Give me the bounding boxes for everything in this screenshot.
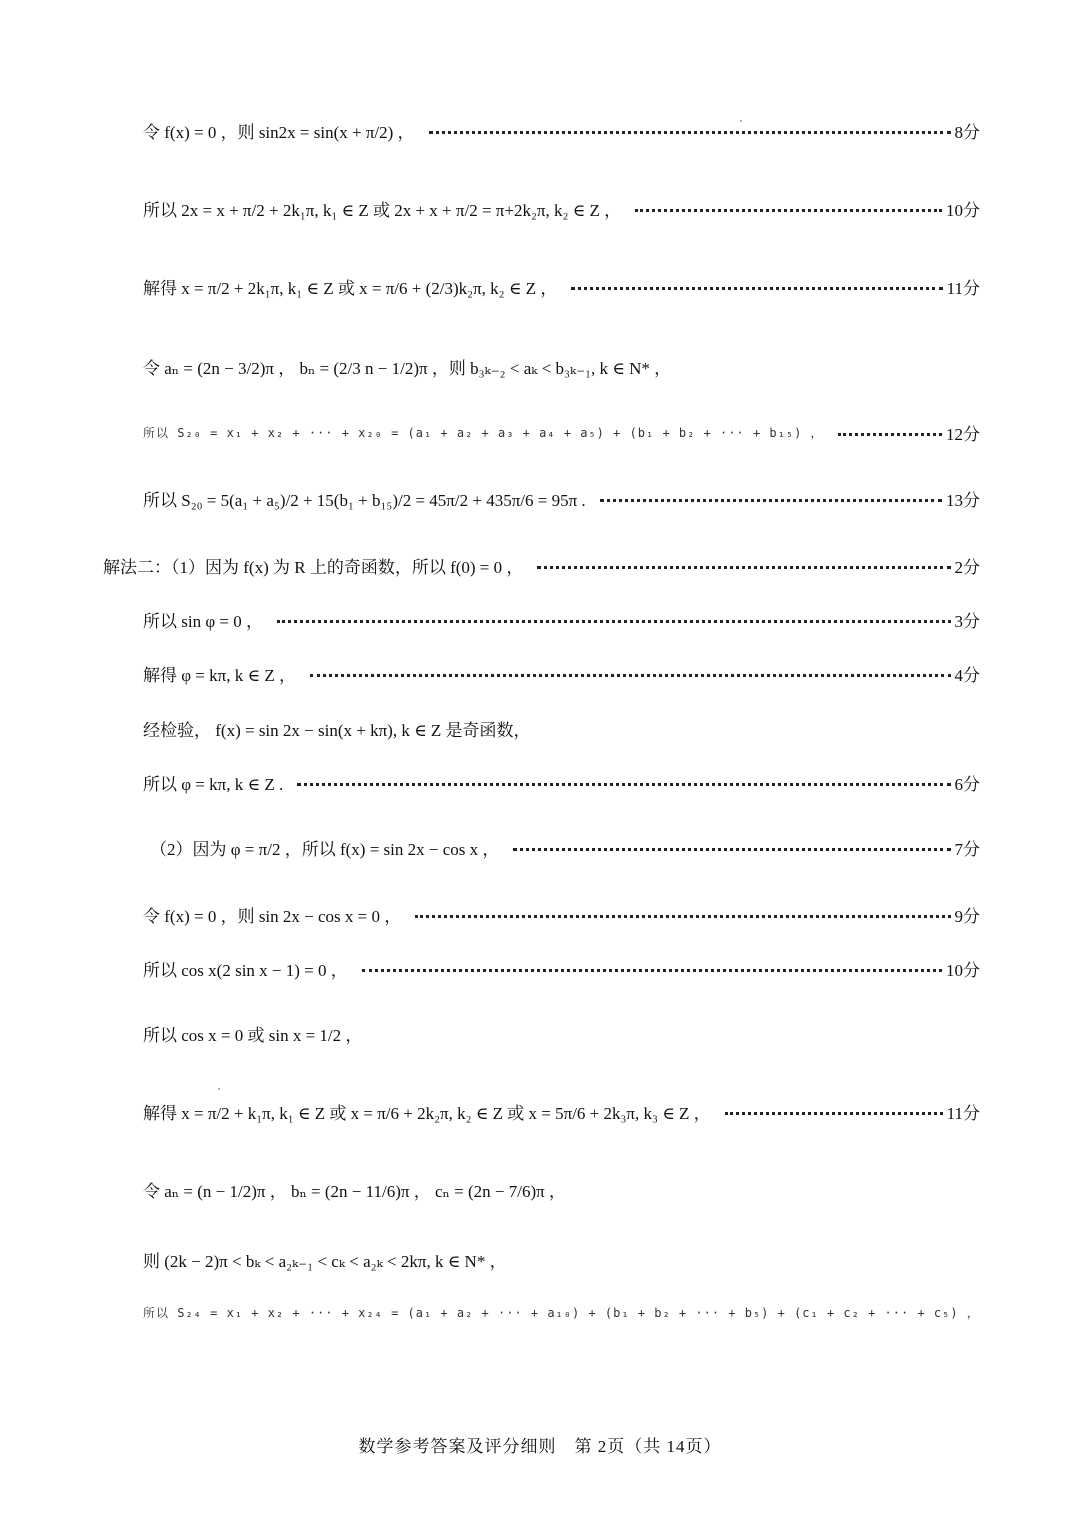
leader-dots xyxy=(297,783,950,786)
solution-line-15 xyxy=(143,1021,980,1046)
score-label: 13分 xyxy=(946,491,980,510)
line-text: 令 f(x) = 0 ，则 sin2x = sin(x + π/2) ， xyxy=(143,123,415,142)
page-footer: 数学参考答案及评分细则 第 2页（共 14页） xyxy=(358,1437,722,1456)
solution-line-16 xyxy=(143,1099,980,1124)
line-text: 所以 2x = x + π/2 + 2k₁π, k₁ ∈ Z 或 2x + x + π/2 = π+2k₂π, k₂ ∈ Z ， xyxy=(143,201,622,220)
line-text: 经检验， f(x) = sin 2x − sin(x + kπ), k ∈ Z 是奇函数， xyxy=(143,721,531,740)
score-label: 8分 xyxy=(954,123,980,142)
line-text: 解得 x = π/2 + 2k₁π, k₁ ∈ Z 或 x = π/6 + (2/3)k₂π, k₂ ∈ Z ， xyxy=(143,279,558,298)
solution-line-11 xyxy=(143,770,980,795)
line-text: 令 aₙ = (2n − 3/2)π ， bₙ = (2/3 n − 1/2)π ，则 b₃ₖ₋₂ < aₖ < b₃ₖ₋₁, k ∈ N* ， xyxy=(143,359,672,378)
score-label: 12分 xyxy=(946,425,980,444)
solution-line-4 xyxy=(143,354,980,379)
part-two-heading xyxy=(150,835,980,860)
line-text: 令 aₙ = (n − 1/2)π ， bₙ = (2n − 11/6)π ， cₙ = (2n − 7/6)π ， xyxy=(143,1182,566,1201)
leader-dots xyxy=(513,848,950,851)
leader-dots xyxy=(635,209,942,212)
score-label: 9分 xyxy=(954,907,980,926)
leader-dots xyxy=(310,674,951,677)
line-text: 所以 S₂₀ = 5(a₁ + a₅)/2 + 15(b₁ + b₁₅)/2 = 45π/2 + 435π/6 = 95π . xyxy=(143,491,586,510)
solution-line-2 xyxy=(143,196,980,221)
leader-dots xyxy=(429,131,951,134)
score-label: 3分 xyxy=(954,612,980,631)
line-text: 所以 cos x(2 sin x − 1) = 0 ， xyxy=(143,961,348,980)
score-label: 2分 xyxy=(954,558,980,577)
line-text: 则 (2k − 2)π < bₖ < a₂ₖ₋₁ < cₖ < a₂ₖ < 2kπ, k ∈ N* ， xyxy=(143,1252,507,1271)
leader-dots xyxy=(537,566,950,569)
leader-dots xyxy=(362,969,942,972)
line-text: 解法二：（1）因为 f(x) 为 R 上的奇函数，所以 f(0) = 0 ， xyxy=(103,558,524,577)
method-two-heading xyxy=(103,553,980,578)
scan-speck xyxy=(740,120,742,122)
score-label: 10分 xyxy=(946,201,980,220)
score-label: 11分 xyxy=(946,279,980,298)
score-label: 11分 xyxy=(946,1104,980,1123)
line-text: 解得 φ = kπ, k ∈ Z ， xyxy=(143,666,296,685)
line-text: 解得 x = π/2 + k₁π, k₁ ∈ Z 或 x = π/6 + 2k₂π, k₂ ∈ Z 或 x = 5π/6 + 2k₃π, k₃ ∈ Z ， xyxy=(143,1104,711,1123)
leader-dots xyxy=(725,1112,943,1115)
line-text: 令 f(x) = 0 ，则 sin 2x − cos x = 0 ， xyxy=(143,907,402,926)
solution-line-5 xyxy=(143,420,980,445)
line-text: 所以 S₂₄ = x₁ + x₂ + ··· + x₂₄ = (a₁ + a₂ + ··· + a₁₀) + (b₁ + b₂ + ··· + b₅) + (c₁ + c₂ + ··· + c₅) ， xyxy=(143,1306,980,1320)
score-label: 7分 xyxy=(954,840,980,859)
line-text: 所以 cos x = 0 或 sin x = 1/2 ， xyxy=(143,1026,363,1045)
line-text: 所以 φ = kπ, k ∈ Z . xyxy=(143,775,284,794)
solution-line-19 xyxy=(143,1304,980,1321)
solution-line-9 xyxy=(143,661,980,686)
score-label: 10分 xyxy=(946,961,980,980)
score-label: 6分 xyxy=(954,775,980,794)
solution-line-3 xyxy=(143,274,980,299)
solution-line-13 xyxy=(143,902,980,927)
leader-dots xyxy=(277,620,951,623)
leader-dots xyxy=(571,287,942,290)
leader-dots xyxy=(600,499,942,502)
line-text: 所以 sin φ = 0 ， xyxy=(143,612,263,631)
solution-line-14 xyxy=(143,956,980,981)
solution-line-10 xyxy=(143,716,980,741)
leader-dots xyxy=(415,915,950,918)
solution-line-8 xyxy=(143,607,980,632)
line-text: 所以 S₂₀ = x₁ + x₂ + ··· + x₂₀ = (a₁ + a₂ + a₃ + a₄ + a₅) + (b₁ + b₂ + ··· + b₁₅) ， xyxy=(143,426,824,440)
solution-line-17 xyxy=(143,1177,980,1202)
solution-line-1 xyxy=(143,118,980,143)
score-label: 4分 xyxy=(954,666,980,685)
scan-speck xyxy=(218,1088,220,1090)
line-text: （2）因为 φ = π/2 ，所以 f(x) = sin 2x − cos x ， xyxy=(150,840,500,859)
solution-line-18 xyxy=(143,1247,980,1272)
leader-dots xyxy=(838,433,942,436)
solution-line-6 xyxy=(143,486,980,511)
